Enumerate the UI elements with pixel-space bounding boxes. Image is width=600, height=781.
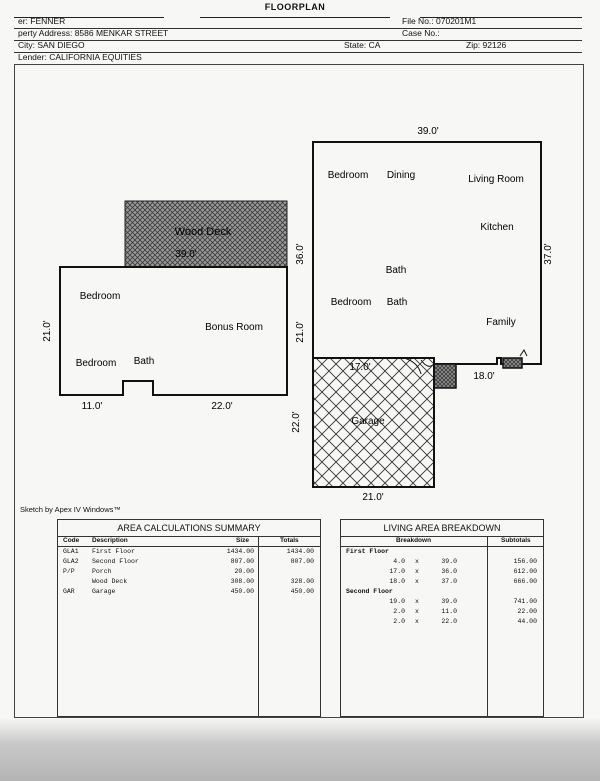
rear-door-mark <box>520 350 527 356</box>
table-row: GAR Garage 450.00 450.00 <box>63 588 314 595</box>
city-field: City: SAN DIEGO <box>18 40 85 50</box>
dim-garage-bottom: 21.0' <box>362 492 384 503</box>
living-area-header-rule <box>341 546 543 547</box>
dim-mid-height: 21.0' <box>295 321 306 343</box>
porch-area <box>434 364 456 388</box>
file-no-field: File No.: 070201M1 <box>402 16 477 26</box>
state-field: State: CA <box>344 40 381 50</box>
col-subtotals: Subtotals <box>501 537 531 544</box>
table-row: Wood Deck 308.00 328.00 <box>92 578 314 585</box>
room-bonus: Bonus Room <box>205 322 263 333</box>
room-bedroom-2: Bedroom <box>330 297 372 308</box>
dim-bottom-left: 11.0' <box>81 401 103 412</box>
room-living: Living Room <box>468 174 524 185</box>
dim-top-width: 39.0' <box>417 126 439 137</box>
room-bath-2: Bath <box>386 297 408 308</box>
room-bedroom-3: Bedroom <box>79 291 121 302</box>
room-dining: Dining <box>386 170 416 181</box>
room-bedroom-4: Bedroom <box>75 358 117 369</box>
room-garage: Garage <box>351 416 385 427</box>
room-bath-1: Bath <box>385 265 407 276</box>
table-row: GLA1 First Floor 1434.00 1434.00 <box>63 548 314 555</box>
room-bedroom-1: Bedroom <box>327 170 369 181</box>
scan-shadow <box>0 718 600 781</box>
col-description: Description <box>92 537 128 544</box>
table-row: GLA2 Second Floor 807.00 807.00 <box>63 558 314 565</box>
area-summary-title: AREA CALCULATIONS SUMMARY <box>117 523 261 533</box>
dim-left-height: 21.0' <box>42 320 53 342</box>
room-kitchen: Kitchen <box>480 222 514 233</box>
rear-porch-area <box>503 358 522 368</box>
dim-garage-top: 17.0' <box>349 362 371 373</box>
area-summary-table <box>57 519 321 717</box>
dim-right-height: 37.0' <box>543 243 554 265</box>
page-title: FLOORPLAN <box>264 2 326 12</box>
col-breakdown: Breakdown <box>396 537 432 544</box>
room-bath-3: Bath <box>133 356 155 367</box>
table-row: P/P Porch 20.00 <box>63 568 254 575</box>
living-area-title: LIVING AREA BREAKDOWN <box>383 523 501 533</box>
room-wood-deck: Wood Deck <box>174 226 232 238</box>
dim-upper-height: 36.0' <box>295 243 306 265</box>
area-summary-header-rule <box>58 546 320 547</box>
case-no-field: Case No.: <box>402 28 440 38</box>
living-area-table <box>340 519 544 717</box>
col-size: Size <box>236 537 250 544</box>
address-field: perty Address: 8586 MENKAR STREET <box>18 28 169 38</box>
table-row: 2.0 x 22.0 44.00 <box>393 618 537 625</box>
dim-garage-left: 22.0' <box>291 411 302 433</box>
col-code: Code <box>63 537 80 544</box>
table-row: 19.0 x 39.0 741.00 <box>389 598 537 605</box>
table-row: 2.0 x 11.0 22.00 <box>393 608 537 615</box>
dim-deck: 39.0' <box>175 249 197 260</box>
table-row: First Floor <box>346 548 389 555</box>
lender-field: Lender: CALIFORNIA EQUITIES <box>18 52 142 62</box>
table-row: Second Floor <box>346 588 393 595</box>
table-row: 17.0 x 36.0 612.00 <box>389 568 537 575</box>
zip-field: Zip: 92126 <box>466 40 507 50</box>
room-family: Family <box>486 317 516 328</box>
dim-porch: 18.0' <box>473 371 495 382</box>
sketch-credit: Sketch by Apex IV Windows™ <box>20 505 121 514</box>
borrower-field: er: FENNER <box>18 16 66 26</box>
dim-bottom-mid: 22.0' <box>211 401 233 412</box>
table-row: 4.0 x 39.0 156.00 <box>393 558 537 565</box>
col-totals: Totals <box>280 537 299 544</box>
table-row: 18.0 x 37.0 666.00 <box>389 578 537 585</box>
